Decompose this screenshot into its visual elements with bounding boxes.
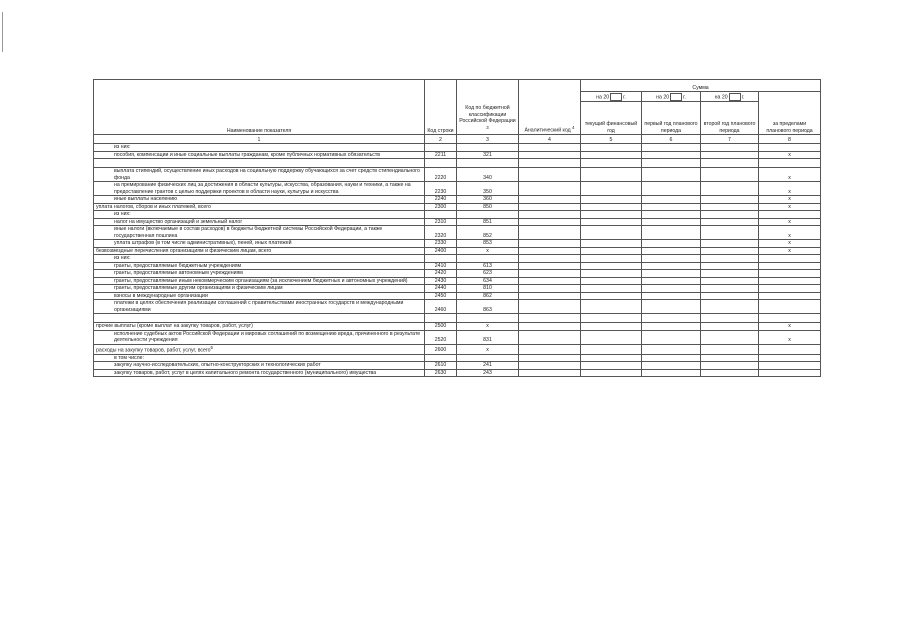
row-code: 2220	[425, 168, 457, 182]
row-code: 2211	[425, 151, 457, 159]
row-analytic-code	[519, 144, 581, 152]
table-row	[94, 144, 821, 152]
row-sum-first	[642, 300, 701, 314]
row-sum-current	[581, 300, 642, 314]
row-analytic-code	[519, 151, 581, 159]
row-sum-current	[581, 362, 642, 370]
row-sum-current	[581, 354, 642, 362]
row-name: закупку товаров, работ, услуг в целях капитального ремонта государственного (муниципального) имущества	[94, 369, 425, 377]
row-analytic-code	[519, 159, 581, 168]
row-sum-second	[701, 203, 759, 211]
row-sum-first	[642, 344, 701, 354]
row-sum-second	[701, 369, 759, 377]
row-sum-first	[642, 314, 701, 323]
row-sum-second	[701, 151, 759, 159]
row-sum-beyond	[759, 369, 821, 377]
row-sum-second	[701, 292, 759, 300]
header-beyond: за пределами планового периода	[759, 92, 821, 135]
row-code: 2460	[425, 300, 457, 314]
row-code	[425, 354, 457, 362]
row-sum-first	[642, 203, 701, 211]
row-code: 2610	[425, 362, 457, 370]
row-analytic-code	[519, 262, 581, 270]
row-sum-first	[642, 323, 701, 331]
row-sum-first	[642, 196, 701, 204]
row-code: 2520	[425, 330, 457, 344]
year-box	[670, 93, 682, 101]
row-sum-second	[701, 323, 759, 331]
row-budget-code	[457, 211, 519, 219]
table-row	[94, 151, 821, 159]
row-analytic-code	[519, 323, 581, 331]
col-number: 1	[94, 135, 425, 144]
header-budget-code: Код по бюджетной классификации Российской Федерации $^3$	[457, 80, 519, 135]
table-row	[94, 292, 821, 300]
row-code: 2630	[425, 369, 457, 377]
row-sum-current	[581, 182, 642, 196]
row-name: гранты, предоставляемые другим организациям и физическим лицам	[94, 285, 425, 293]
row-name: в том числе:	[94, 354, 425, 362]
row-sum-beyond	[759, 362, 821, 370]
row-sum-current	[581, 277, 642, 285]
row-sum-current	[581, 240, 642, 248]
row-name: иные выплаты населению	[94, 196, 425, 204]
row-budget-code	[457, 314, 519, 323]
row-name: иные налоги (включаемые в состав расходов) в бюджеты бюджетной системы Российской Федерации, а также государственная пошлина	[94, 226, 425, 240]
table-row	[94, 168, 821, 182]
row-sum-first	[642, 369, 701, 377]
row-sum-second	[701, 270, 759, 278]
row-sum-first	[642, 270, 701, 278]
row-budget-code	[457, 144, 519, 152]
table-row	[94, 182, 821, 196]
row-code: 2330	[425, 240, 457, 248]
row-budget-code: 862	[457, 292, 519, 300]
row-sum-first	[642, 144, 701, 152]
row-budget-code: 850	[457, 203, 519, 211]
row-sum-first	[642, 226, 701, 240]
row-budget-code: 851	[457, 218, 519, 226]
row-sum-second	[701, 182, 759, 196]
row-sum-second	[701, 247, 759, 255]
table-row	[94, 159, 821, 168]
row-sum-second	[701, 277, 759, 285]
row-sum-current	[581, 369, 642, 377]
row-budget-code: 831	[457, 330, 519, 344]
header-sum: Сумма	[581, 80, 821, 92]
row-sum-second	[701, 262, 759, 270]
row-code: 2440	[425, 285, 457, 293]
header-analytic-code: Аналитический код $^4$	[519, 80, 581, 135]
row-sum-first	[642, 285, 701, 293]
row-name: уплата штрафов (в том числе административных), пеней, иных платежей	[94, 240, 425, 248]
row-sum-first	[642, 247, 701, 255]
row-code: 2410	[425, 262, 457, 270]
row-code: 2500	[425, 323, 457, 331]
year-cell-2: на 20 г.	[642, 92, 701, 102]
row-name: пособия, компенсации и иные социальные выплаты гражданам, кроме публичных нормативных обязательств	[94, 151, 425, 159]
row-sum-beyond	[759, 270, 821, 278]
row-code	[425, 255, 457, 263]
row-name: расходы на закупку товаров, работ, услуг, всего$^5$	[94, 344, 425, 354]
table-row	[94, 344, 821, 354]
row-sum-first	[642, 262, 701, 270]
row-name: закупку научно-исследовательских, опытно-конструкторских и технологических работ	[94, 362, 425, 370]
row-sum-first	[642, 211, 701, 219]
row-analytic-code	[519, 218, 581, 226]
row-sum-first	[642, 330, 701, 344]
year-box	[610, 93, 622, 101]
row-name: платежи в целях обеспечения реализации соглашений с правительствами иностранных государств и международными организациями	[94, 300, 425, 314]
row-sum-beyond: x	[759, 203, 821, 211]
row-code: 2430	[425, 277, 457, 285]
row-sum-first	[642, 168, 701, 182]
row-sum-second	[701, 144, 759, 152]
row-sum-current	[581, 314, 642, 323]
row-budget-code: x	[457, 344, 519, 354]
row-sum-first	[642, 159, 701, 168]
row-sum-beyond: x	[759, 226, 821, 240]
header-code: Код строки	[425, 80, 457, 135]
row-analytic-code	[519, 255, 581, 263]
row-analytic-code	[519, 330, 581, 344]
table-row	[94, 196, 821, 204]
row-sum-beyond	[759, 300, 821, 314]
row-name: исполнение судебных актов Российской Федерации и мировых соглашений по возмещению вреда, причиненного в результате деятельности учреждения	[94, 330, 425, 344]
col-number: 7	[701, 135, 759, 144]
row-name: налог на имущество организаций и земельный налог	[94, 218, 425, 226]
row-name: безвозмездные перечисления организациям и физическим лицам, всего	[94, 247, 425, 255]
col-number: 5	[581, 135, 642, 144]
row-analytic-code	[519, 292, 581, 300]
row-budget-code: 634	[457, 277, 519, 285]
row-code: 2420	[425, 270, 457, 278]
row-name: из них:	[94, 211, 425, 219]
row-name: выплата стипендий, осуществление иных расходов на социальную поддержку обучающихся за счет средств стипендиального фонда	[94, 168, 425, 182]
row-sum-first	[642, 354, 701, 362]
row-code: 2230	[425, 182, 457, 196]
table-row	[94, 285, 821, 293]
row-sum-beyond	[759, 292, 821, 300]
row-sum-second	[701, 354, 759, 362]
row-budget-code: 340	[457, 168, 519, 182]
row-budget-code: 241	[457, 362, 519, 370]
row-analytic-code	[519, 314, 581, 323]
row-budget-code	[457, 159, 519, 168]
row-code	[425, 144, 457, 152]
row-analytic-code	[519, 226, 581, 240]
header-first-plan-year: первый год планового периода	[642, 102, 701, 135]
row-sum-current	[581, 211, 642, 219]
row-sum-current	[581, 159, 642, 168]
row-sum-current	[581, 330, 642, 344]
header-second-plan-year: второй год планового периода	[701, 102, 759, 135]
table-row	[94, 262, 821, 270]
row-sum-current	[581, 270, 642, 278]
row-sum-second	[701, 240, 759, 248]
row-sum-beyond	[759, 314, 821, 323]
row-budget-code: x	[457, 323, 519, 331]
row-name	[94, 159, 425, 168]
row-sum-first	[642, 218, 701, 226]
table-row	[94, 211, 821, 219]
row-code: 2450	[425, 292, 457, 300]
row-sum-first	[642, 240, 701, 248]
row-budget-code	[457, 354, 519, 362]
row-sum-second	[701, 159, 759, 168]
table-row	[94, 270, 821, 278]
row-sum-current	[581, 285, 642, 293]
table-row	[94, 277, 821, 285]
row-analytic-code	[519, 277, 581, 285]
row-sum-beyond	[759, 285, 821, 293]
row-code	[425, 159, 457, 168]
row-sum-second	[701, 330, 759, 344]
row-analytic-code	[519, 247, 581, 255]
row-sum-current	[581, 144, 642, 152]
row-name: уплата налогов, сборов и иных платежей, всего	[94, 203, 425, 211]
row-code	[425, 314, 457, 323]
row-sum-beyond: x	[759, 247, 821, 255]
table-row	[94, 369, 821, 377]
row-sum-first	[642, 151, 701, 159]
row-name: на премирование физических лиц за достижения в области культуры, искусства, образования, науки и техники, а также на предоставление грантов с целью поддержки проектов в области науки, культуры и искусства	[94, 182, 425, 196]
row-sum-second	[701, 300, 759, 314]
row-code: 2320	[425, 226, 457, 240]
table-row	[94, 354, 821, 362]
row-sum-current	[581, 218, 642, 226]
row-sum-current	[581, 262, 642, 270]
table-row	[94, 218, 821, 226]
row-sum-current	[581, 292, 642, 300]
row-sum-current	[581, 168, 642, 182]
column-numbers-row	[94, 135, 821, 144]
table-row	[94, 314, 821, 323]
row-sum-beyond	[759, 277, 821, 285]
row-analytic-code	[519, 270, 581, 278]
row-sum-second	[701, 285, 759, 293]
row-sum-beyond: x	[759, 182, 821, 196]
row-name	[94, 314, 425, 323]
row-sum-current	[581, 226, 642, 240]
row-budget-code: 360	[457, 196, 519, 204]
row-sum-current	[581, 196, 642, 204]
row-name: прочие выплаты (кроме выплат на закупку товаров, работ, услуг)	[94, 323, 425, 331]
table-row	[94, 330, 821, 344]
row-analytic-code	[519, 369, 581, 377]
row-budget-code	[457, 255, 519, 263]
year-cell-3: на 20 г.	[701, 92, 759, 102]
row-sum-second	[701, 196, 759, 204]
row-sum-second	[701, 211, 759, 219]
row-sum-beyond: x	[759, 196, 821, 204]
row-sum-beyond: x	[759, 240, 821, 248]
row-analytic-code	[519, 362, 581, 370]
row-sum-beyond	[759, 354, 821, 362]
row-analytic-code	[519, 168, 581, 182]
year-box	[729, 93, 741, 101]
row-budget-code: 810	[457, 285, 519, 293]
row-sum-first	[642, 362, 701, 370]
row-analytic-code	[519, 196, 581, 204]
year-cell-1: на 20 г.	[581, 92, 642, 102]
row-analytic-code	[519, 182, 581, 196]
row-sum-beyond	[759, 255, 821, 263]
table-row	[94, 323, 821, 331]
row-analytic-code	[519, 344, 581, 354]
col-number: 6	[642, 135, 701, 144]
row-analytic-code	[519, 354, 581, 362]
row-code: 2600	[425, 344, 457, 354]
row-analytic-code	[519, 203, 581, 211]
row-code: 2300	[425, 203, 457, 211]
table-row	[94, 362, 821, 370]
row-sum-beyond	[759, 159, 821, 168]
row-sum-current	[581, 323, 642, 331]
row-budget-code: 350	[457, 182, 519, 196]
table-row	[94, 300, 821, 314]
row-sum-beyond: x	[759, 168, 821, 182]
row-sum-beyond: x	[759, 218, 821, 226]
row-budget-code: 613	[457, 262, 519, 270]
header-name: Наименование показателя	[94, 80, 425, 135]
header-current-year: текущий финансовый год	[581, 102, 642, 135]
row-sum-first	[642, 292, 701, 300]
row-name: из них:	[94, 255, 425, 263]
row-name: из них:	[94, 144, 425, 152]
row-budget-code: 623	[457, 270, 519, 278]
row-sum-first	[642, 182, 701, 196]
row-code	[425, 211, 457, 219]
row-sum-second	[701, 255, 759, 263]
row-sum-beyond: x	[759, 330, 821, 344]
row-sum-beyond	[759, 211, 821, 219]
row-sum-second	[701, 168, 759, 182]
row-sum-second	[701, 226, 759, 240]
table-row	[94, 240, 821, 248]
table-row	[94, 226, 821, 240]
row-analytic-code	[519, 211, 581, 219]
row-budget-code: 321	[457, 151, 519, 159]
row-sum-beyond: x	[759, 323, 821, 331]
row-sum-beyond	[759, 144, 821, 152]
row-sum-beyond	[759, 262, 821, 270]
row-budget-code: 852	[457, 226, 519, 240]
row-sum-beyond: x	[759, 151, 821, 159]
row-code: 2400	[425, 247, 457, 255]
row-code: 2240	[425, 196, 457, 204]
row-name: гранты, предоставляемые иным некоммерческим организациям (за исключением бюджетных и автономных учреждений)	[94, 277, 425, 285]
row-sum-second	[701, 218, 759, 226]
finance-table	[93, 79, 821, 377]
row-sum-current	[581, 255, 642, 263]
row-name: гранты, предоставляемые бюджетным учреждениям	[94, 262, 425, 270]
col-number: 2	[425, 135, 457, 144]
row-analytic-code	[519, 285, 581, 293]
col-number: 3	[457, 135, 519, 144]
row-sum-beyond	[759, 344, 821, 354]
row-sum-current	[581, 203, 642, 211]
row-sum-second	[701, 314, 759, 323]
row-sum-second	[701, 344, 759, 354]
margin-line	[2, 12, 3, 52]
row-name: гранты, предоставляемые автономным учреждениям	[94, 270, 425, 278]
row-sum-second	[701, 362, 759, 370]
row-budget-code: 853	[457, 240, 519, 248]
row-sum-first	[642, 277, 701, 285]
col-number: 8	[759, 135, 821, 144]
row-sum-first	[642, 255, 701, 263]
col-number: 4	[519, 135, 581, 144]
row-analytic-code	[519, 240, 581, 248]
row-budget-code: 243	[457, 369, 519, 377]
table-row	[94, 255, 821, 263]
row-sum-current	[581, 247, 642, 255]
row-analytic-code	[519, 300, 581, 314]
row-name: взносы в международные организации	[94, 292, 425, 300]
row-budget-code: x	[457, 247, 519, 255]
row-sum-current	[581, 151, 642, 159]
row-sum-current	[581, 344, 642, 354]
row-budget-code: 863	[457, 300, 519, 314]
table-row	[94, 247, 821, 255]
row-code: 2310	[425, 218, 457, 226]
table-row	[94, 203, 821, 211]
